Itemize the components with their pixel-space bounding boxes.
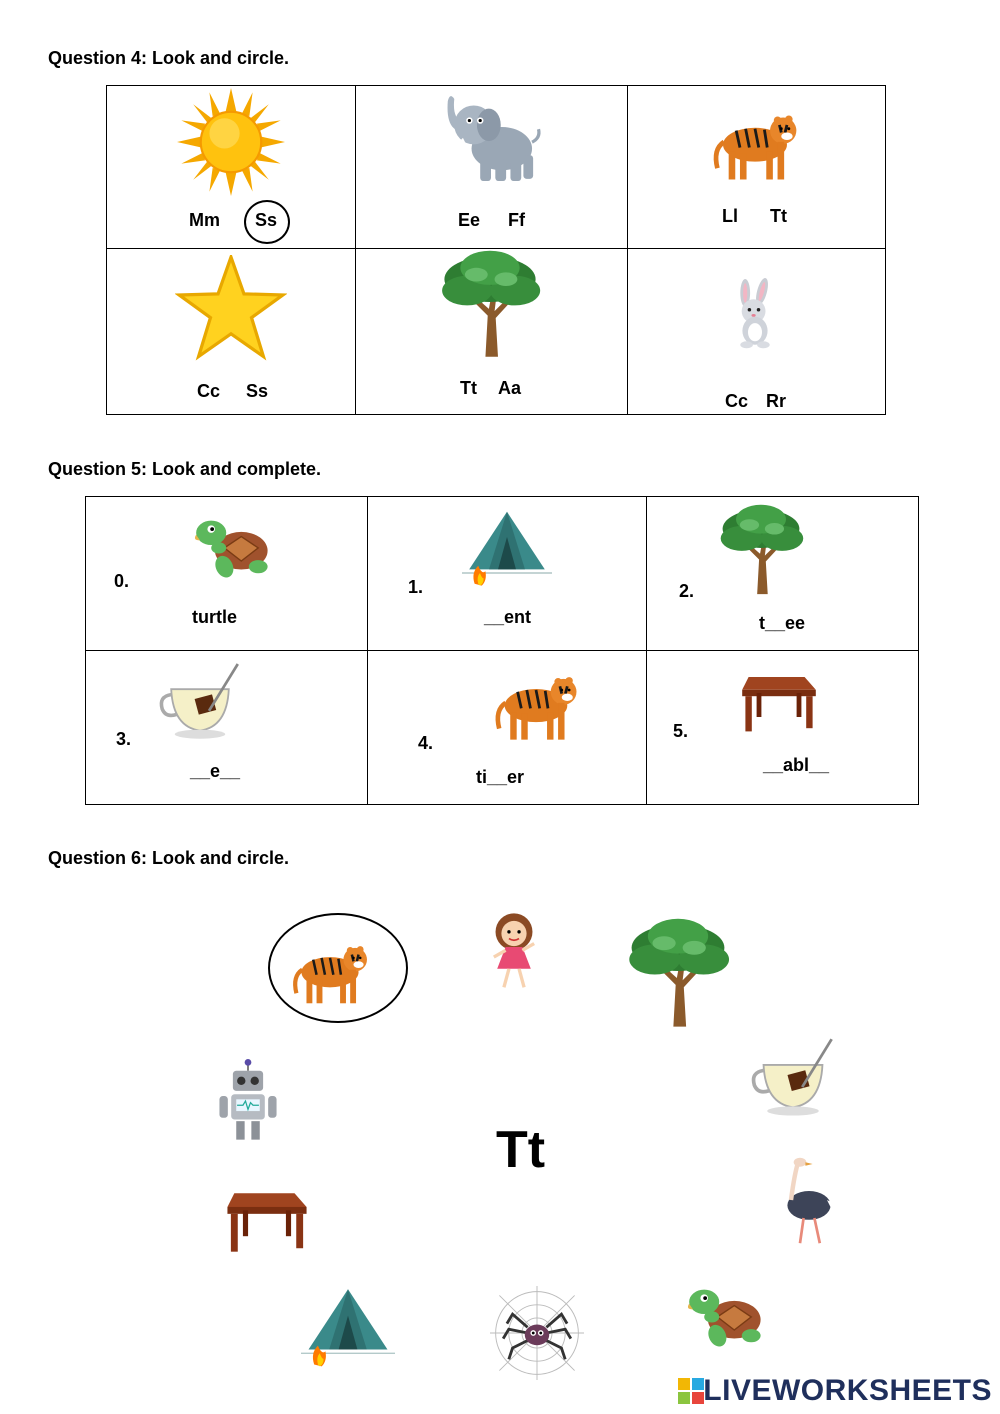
ostrich-icon[interactable] bbox=[764, 1144, 854, 1256]
letter-choice[interactable]: Cc bbox=[725, 391, 749, 411]
tree-icon bbox=[713, 497, 809, 599]
letter-choice[interactable]: Ff bbox=[508, 210, 525, 230]
item-number: 1. bbox=[408, 577, 424, 597]
robot-icon[interactable] bbox=[206, 1048, 290, 1154]
item-number: 2. bbox=[679, 581, 695, 601]
q4-cell-tree bbox=[356, 249, 628, 415]
q5-cell-tent bbox=[368, 497, 647, 651]
letter-choice[interactable]: Ss bbox=[246, 381, 269, 401]
question-6-title: Question 6: Look and circle. bbox=[48, 848, 290, 868]
q5-cell-tree bbox=[647, 497, 919, 651]
elephant-icon bbox=[432, 86, 550, 194]
item-number: 4. bbox=[418, 733, 434, 753]
q4-cell-sun bbox=[107, 86, 356, 249]
letter-choice[interactable]: Mm bbox=[189, 210, 220, 230]
tea-cup-icon[interactable] bbox=[736, 1030, 850, 1122]
tiger-icon[interactable] bbox=[282, 926, 378, 1010]
fill-in-word[interactable]: t__ee bbox=[759, 613, 806, 633]
liveworksheets-logo-icon bbox=[678, 1378, 704, 1404]
fill-in-word[interactable]: __ent bbox=[484, 607, 532, 627]
liveworksheets-brand: LIVEWORKSHEETS bbox=[703, 1374, 992, 1407]
fill-in-word[interactable]: __abl__ bbox=[763, 755, 830, 775]
letter-choice[interactable]: Ll bbox=[722, 206, 738, 226]
question-5-grid bbox=[85, 496, 919, 805]
letter-choice[interactable]: Cc bbox=[197, 381, 221, 401]
letter-choice[interactable]: Aa bbox=[498, 378, 522, 398]
example-word: turtle bbox=[192, 607, 237, 627]
q5-cell-tea bbox=[86, 651, 368, 805]
q5-cell-turtle bbox=[86, 497, 368, 651]
turtle-icon bbox=[166, 499, 294, 593]
q4-cell-star bbox=[107, 249, 356, 415]
table-icon bbox=[719, 661, 839, 741]
spider-icon[interactable] bbox=[478, 1286, 596, 1380]
tree-icon bbox=[432, 245, 548, 359]
table-icon[interactable] bbox=[204, 1176, 330, 1262]
tent-icon[interactable] bbox=[282, 1278, 414, 1372]
tea-cup-icon bbox=[142, 655, 258, 745]
item-number: 3. bbox=[116, 729, 132, 749]
rabbit-icon bbox=[720, 249, 790, 379]
q4-cell-tiger bbox=[628, 86, 886, 249]
q5-cell-table bbox=[647, 651, 919, 805]
doll-icon[interactable] bbox=[472, 892, 556, 1012]
center-letter: Tt bbox=[496, 1121, 546, 1179]
star-icon bbox=[175, 255, 287, 363]
turtle-icon[interactable] bbox=[668, 1268, 778, 1362]
tiger-icon bbox=[490, 651, 582, 751]
item-number: 0. bbox=[114, 571, 130, 591]
tiger-icon bbox=[708, 92, 802, 188]
question-4-title: Question 4: Look and circle. bbox=[48, 48, 290, 68]
letter-choice[interactable]: Tt bbox=[460, 378, 477, 398]
sun-icon bbox=[177, 88, 285, 196]
fill-in-word[interactable]: __e__ bbox=[190, 761, 241, 781]
question-4-grid bbox=[106, 85, 886, 415]
q4-cell-rabbit bbox=[628, 249, 886, 415]
item-number: 5. bbox=[673, 721, 689, 741]
q4-cell-elephant bbox=[356, 86, 628, 249]
question-5-title: Question 5: Look and complete. bbox=[48, 459, 322, 479]
letter-choice[interactable]: Rr bbox=[766, 391, 787, 411]
letter-choice[interactable]: Ee bbox=[458, 210, 481, 230]
fill-in-word[interactable]: ti__er bbox=[476, 767, 525, 787]
letter-choice-circled[interactable]: Ss bbox=[255, 210, 278, 230]
q5-cell-tiger bbox=[368, 651, 647, 805]
letter-choice[interactable]: Tt bbox=[770, 206, 787, 226]
tent-icon bbox=[436, 501, 578, 591]
answer-circle bbox=[244, 200, 290, 244]
tree-icon[interactable] bbox=[620, 912, 736, 1030]
